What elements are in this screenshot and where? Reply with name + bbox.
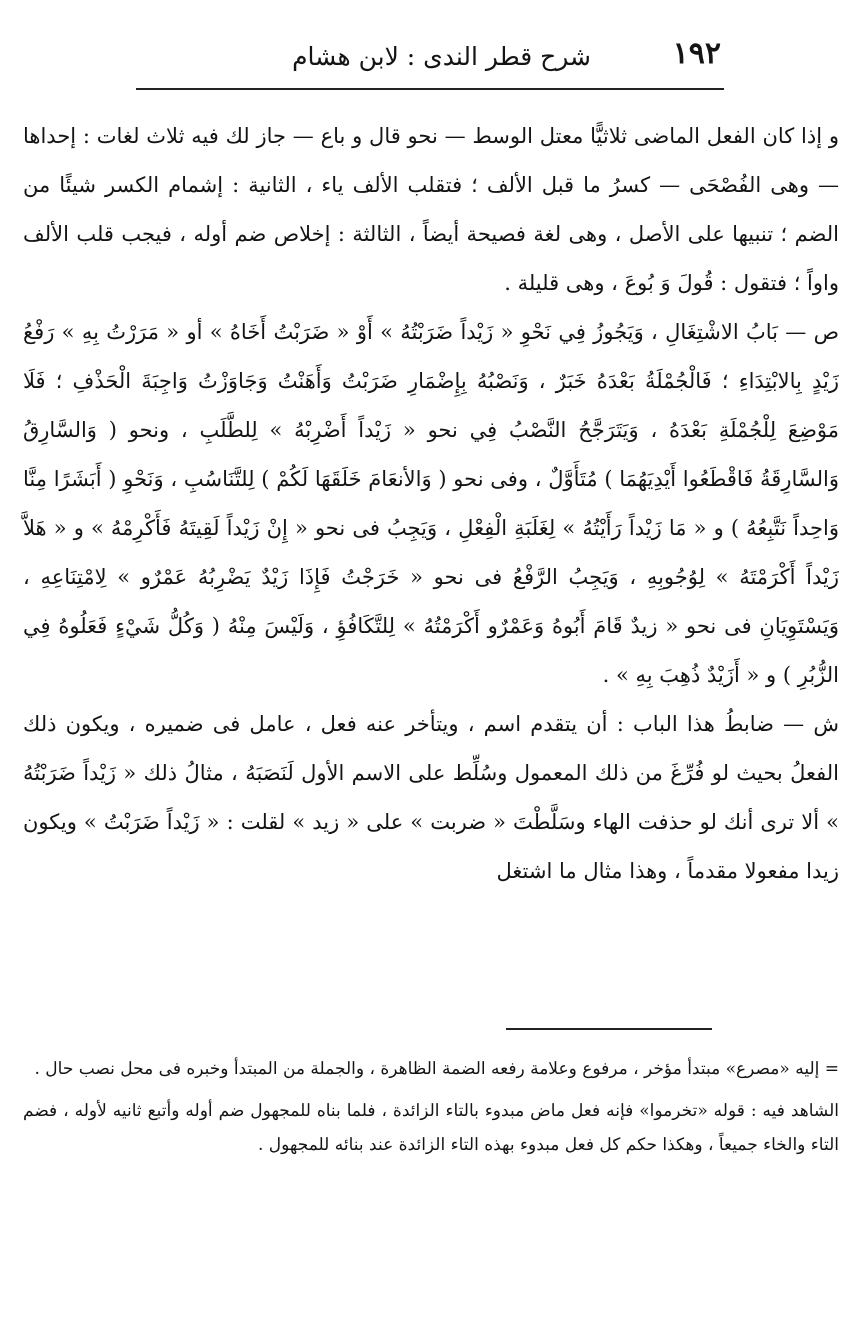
page-number: ١٩٢ bbox=[672, 36, 721, 71]
paragraph-matn-ishtighal: ص — بَابُ الاشْتِغَالِ ، وَيَجُوزُ فِي نَحْوِ « زَيْداً ضَرَبْتُهُ » أَوْ « ضَرَبْتُ أَخَاهُ » أو « مَرَرْتُ بِهِ » رَفْعُ زَيْدٍ بِالابْتِدَاءِ ؛ فَالْجُمْلَةُ بَعْدَهُ خَبَرٌ ، وَنَصْبُهُ بِإِضْمَارِ ضَرَبْتُ وَأَهَنْتُ وَجَاوَزْتُ وَاجِبَةَ الْحَذْفِ ؛ فَلَا مَوْضِعَ لِلْجُمْلَةِ بَعْدَهُ ، وَيَتَرَجَّحُ النَّصْبُ فِي نحو « زَيْداً أَضْرِبْهُ » لِلطَّلَبِ ، ونحو ( وَالسَّارِقُ وَالسَّارِقَةُ فَاقْطَعُوا أَيْدِيَهُمَا ) مُتَأَوَّلٌ ، وفى نحو ( وَالأنعَامَ خَلَقَهَا لَكُمْ ) لِلتَّنَاسُبِ ، وَنَحْوِ ( أَبَشَرًا مِنَّا وَاحِداً نَتَّبِعُهُ ) و « مَا زَيْداً رَأَيْتُهُ » لِغَلَبَةِ الْفِعْلِ ، وَيَجِبُ فى نحو « إِنْ زَيْداً لَقِيتَهُ فَأَكْرِمْهُ » و « هَلاَّ زَيْداً أَكْرَمْتَهُ » لِوُجُوبِهِ ، وَيَجِبُ الرَّفْعُ فى نحو « خَرَجْتُ فَإِذَا زَيْدٌ يَضْرِبُهُ عَمْرٌو » لِامْتِنَاعِهِ ، وَيَسْتَوِيَانِ فى نحو « زيدٌ قَامَ أَبُوهُ وَعَمْرٌو أَكْرَمْتُهُ » لِلتَّكَافُؤِ ، وَلَيْسَ مِنْهُ ( وَكُلُّ شَيْءٍ فَعَلُوهُ فِي الزُّبُرِ ) و « أَزَيْدٌ ذُهِبَ بِهِ » . bbox=[23, 320, 839, 687]
header-rule bbox=[136, 88, 724, 90]
paragraph-conjugation: و إذا كان الفعل الماضى ثلاثيًّا معتل الوسط — نحو قال و باع — جاز لك فيه ثلاث لغات : إحداها — وهى الفُصْحَى — كسرُ ما قبل الألف ؛ فتقلب الألف ياء ، الثانية : إشمام الكسر شيئًا من الضم ؛ تنبيها على الأصل ، وهى لغة فصيحة أيضاً ، الثالثة : إخلاص ضم أوله ، فيجب قلب الألف واواً ؛ فتقول : قُولَ وَ بُوعَ ، وهى قليلة . bbox=[23, 124, 839, 295]
footnote-shahid: الشاهد فيه : قوله «تخرموا» فإنه فعل ماض مبدوء بالتاء الزائدة ، فلما بناه للمجهول ضم أوله وأتبع ثانيه لأوله ، فضم التاء والخاء جميعاً ، وهكذا حكم كل فعل مبدوء بهذه التاء الزائدة عند بنائه للمجهول . bbox=[23, 1101, 839, 1155]
footnote-continuation: = إليه «مصرع» مبتدأ مؤخر ، مرفوع وعلامة رفعه الضمة الظاهرة ، والجملة من المبتدأ وخبره فى محل نصب حال . bbox=[34, 1059, 839, 1079]
footnote-rule bbox=[506, 1028, 712, 1030]
footnotes bbox=[23, 1052, 839, 1170]
running-title: شرح قطر الندى : لابن هشام bbox=[292, 42, 591, 71]
paragraph-sharh: ش — ضابطُ هذا الباب : أن يتقدم اسم ، ويتأخر عنه فعل ، عامل فى ضميره ، ويكون ذلك الفعلُ بحيث لو فُرِّغَ من ذلك المعمول وسُلِّط على الاسم الأول لَنَصَبَهُ ، مثالُ ذلك « زَيْداً ضَرَبْتُهُ » ألا ترى أنك لو حذفت الهاء وسَلَّطْتَ « ضربت » على « زيد » لقلت : « زَيْداً ضَرَبْتُ » ويكون زيدا مفعولا مقدماً ، وهذا مثال ما اشتغل bbox=[23, 712, 839, 883]
main-text bbox=[23, 112, 839, 896]
